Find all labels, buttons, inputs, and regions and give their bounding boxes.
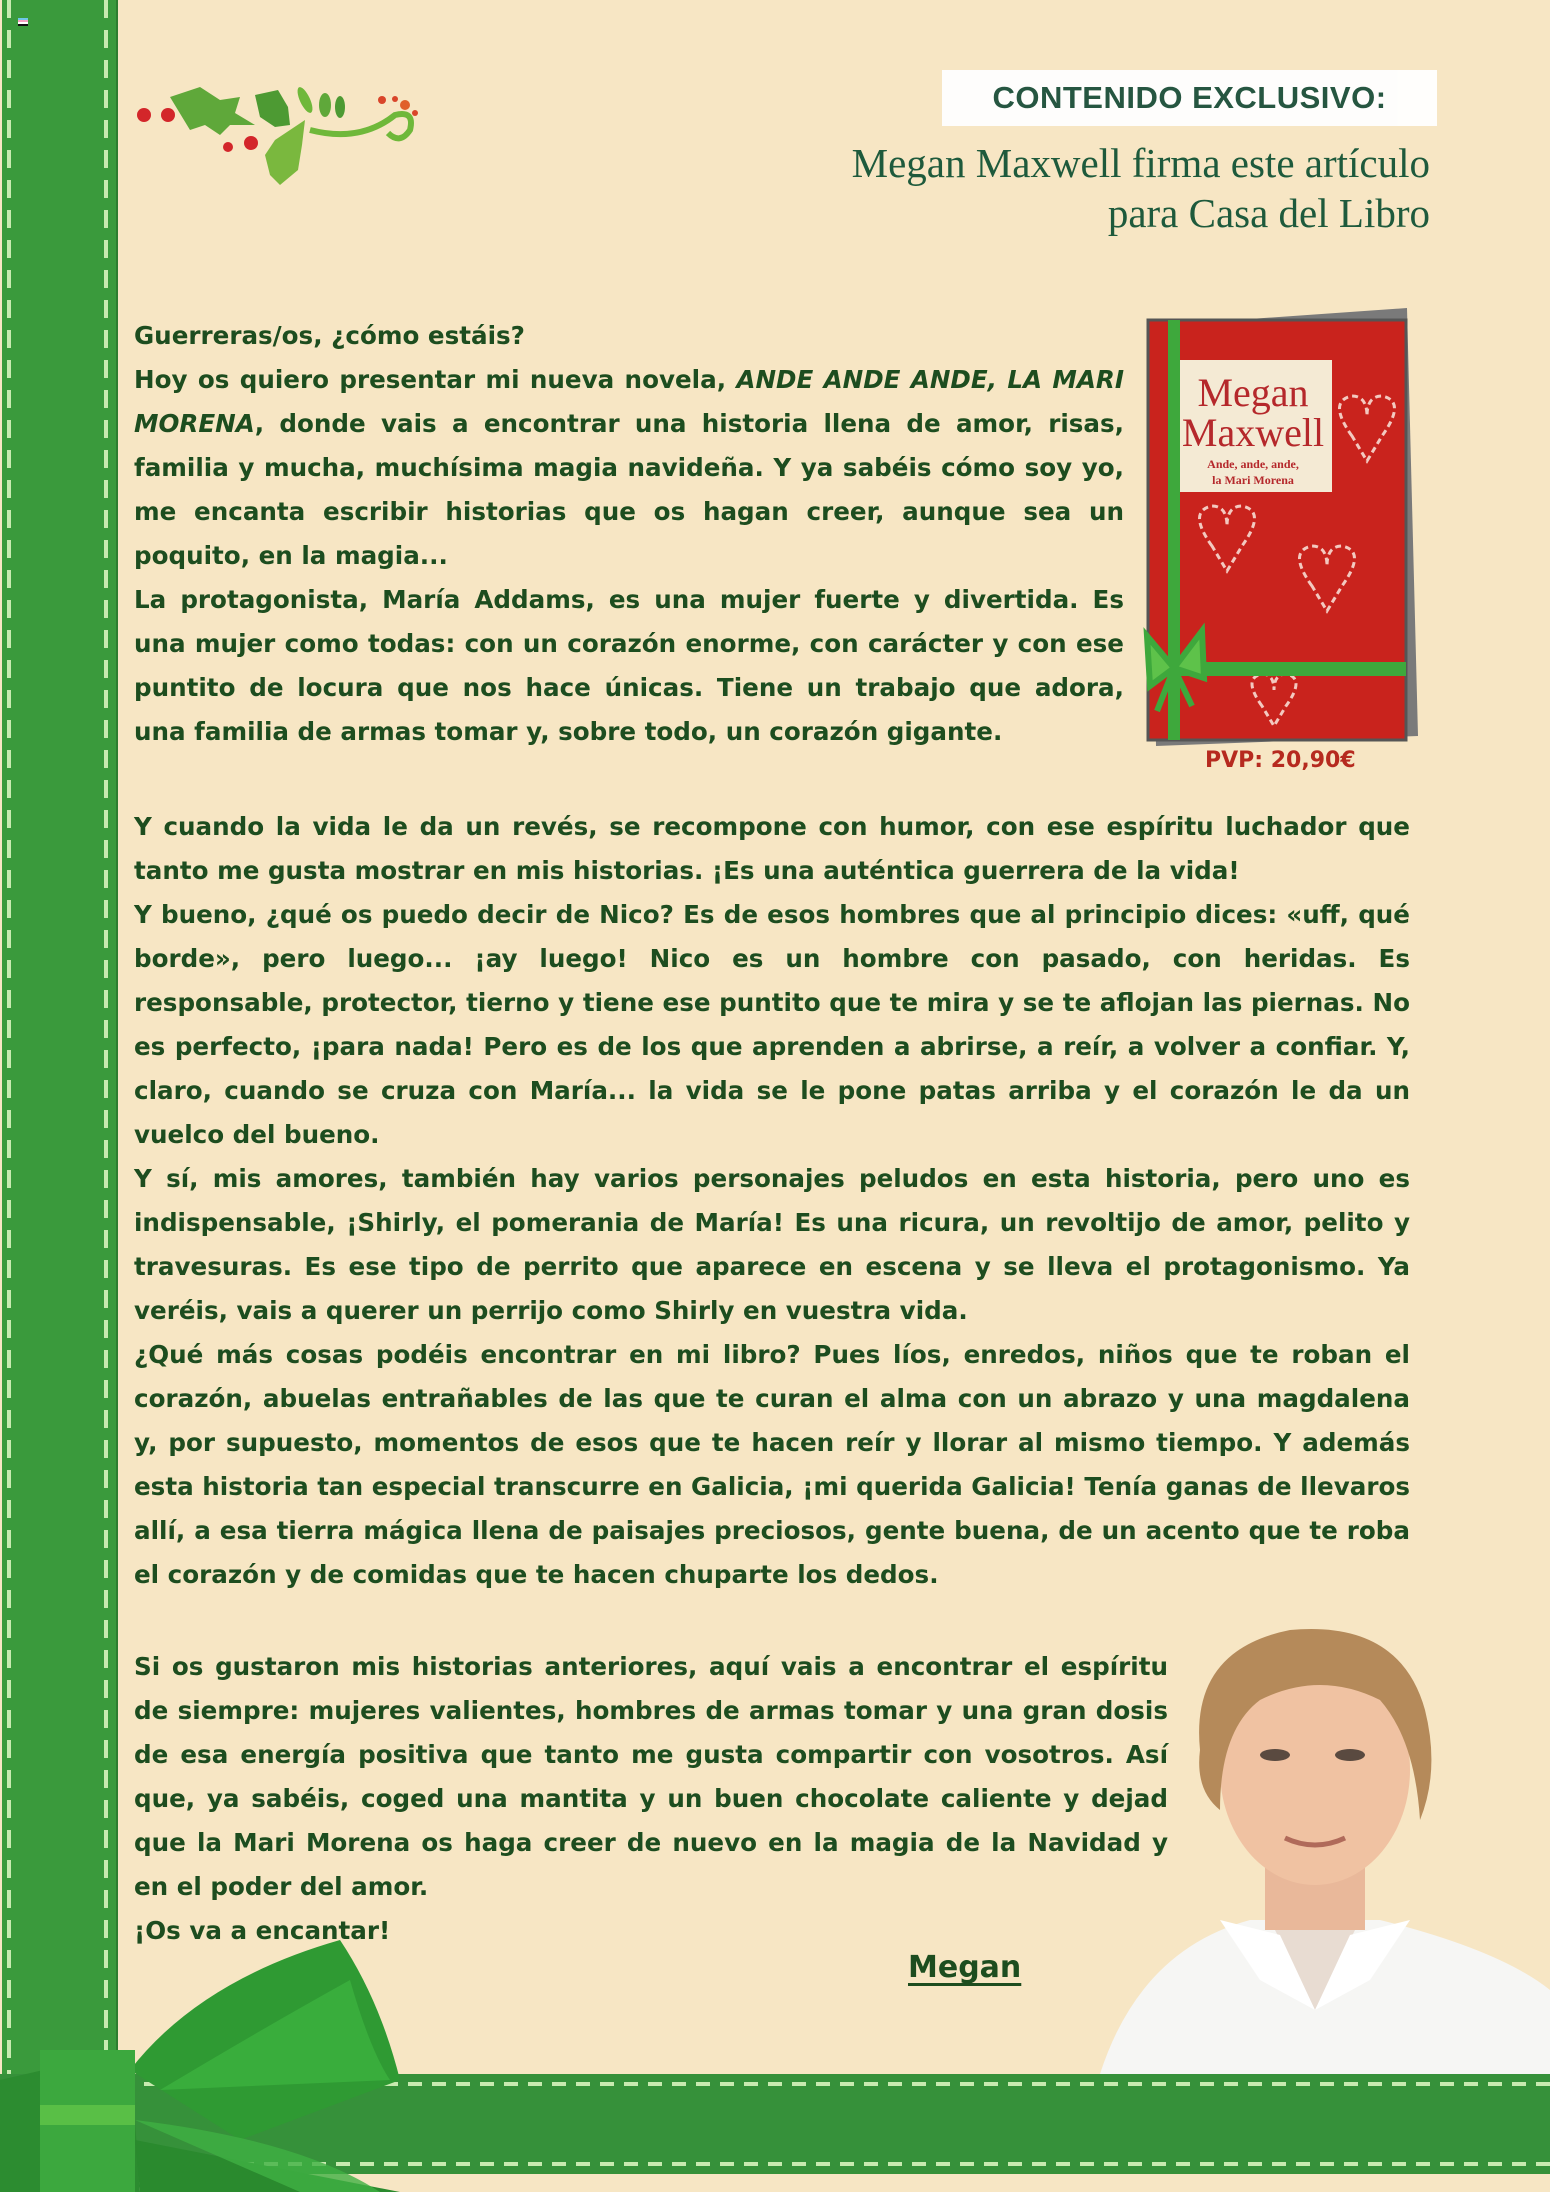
svg-text:Maxwell: Maxwell <box>1181 410 1325 455</box>
paragraph-nico: Y bueno, ¿qué os puedo decir de Nico? Es de esos hombres que al principio dices: «uff, qué borde», pero luego... ¡ay luego! Nico es un hombre con pasado, con heridas. Es responsable, protector, tierno y tiene ese puntito que te mira y se te aflojan las piernas. No es perfecto, ¡para nada! Pero es de los que aprenden a abrirse, a reír, a volver a confiar. Y, claro, cuando se cruza con María... la vida se le pone patas arriba y el corazón le da un vuelco del bueno. <box>134 900 1410 1149</box>
book-title-inline: ANDE ANDE ANDE, LA MARI MORENA <box>134 365 1124 438</box>
stripe-flag-icon <box>18 18 28 26</box>
left-ribbon-decoration <box>2 0 116 2192</box>
subtitle-line-2: para Casa del Libro <box>1107 190 1430 236</box>
book-price: PVP: 20,90€ <box>1205 748 1356 773</box>
paragraph-closing: Si os gustaron mis historias anteriores, aquí vais a encontrar el espíritu de siempre: mujeres valientes, hombres de armas tomar y una gran dosis de esa energía positiva que tanto me gusta compartir con vosotros. Así que, ya sabéis, coged una mantita y un buen chocolate caliente y dejad que la Mari Morena os haga creer de nuevo en la magia de la Navidad y en el poder del amor. <box>134 1652 1168 1901</box>
intro-text: Hoy os quiero presentar mi nueva novela, <box>134 365 737 394</box>
article-subtitle <box>852 138 1430 238</box>
intro-text-continued: , donde vais a encontrar una historia llena de amor, risas, familia y mucha, muchísima magia navideña. Y ya sabéis cómo soy yo, me encanta escribir historias que os hagan creer, aunque sea un poquito, en la magia... <box>134 409 1124 570</box>
svg-text:la Mari Morena: la Mari Morena <box>1212 473 1294 487</box>
book-cover-image <box>1142 306 1418 748</box>
author-signature: Megan <box>908 1950 1022 1985</box>
article-column-bottom <box>134 1645 1168 1953</box>
subtitle-line-1: Megan Maxwell firma este artículo <box>851 140 1430 186</box>
paragraph-galicia: ¿Qué más cosas podéis encontrar en mi libro? Pues líos, enredos, niños que te roban el corazón, abuelas entrañables de las que te curan el alma con un abrazo y una magdalena y, por supuesto, momentos de esos que te hacen reír y llorar al mismo tiempo. Y además esta historia tan especial transcurre en Galicia, ¡mi querida Galicia! Tenía ganas de llevaros allí, a esa tierra mágica llena de paisajes preciosos, gente buena, de un acento que te roba el corazón y de comidas que te hacen chuparte los dedos. <box>134 1340 1410 1589</box>
exclusive-content-label: CONTENIDO EXCLUSIVO: <box>992 80 1387 115</box>
svg-text:Megan: Megan <box>1197 370 1309 415</box>
greeting: Guerreras/os, ¿cómo estáis? <box>134 321 525 350</box>
paragraph-intro <box>134 358 1124 578</box>
holly-decoration-icon <box>130 75 430 200</box>
ribbon-edge <box>116 0 118 2192</box>
ribbon-bow-icon <box>0 1940 420 2192</box>
author-portrait-image <box>1080 1590 1550 2074</box>
exclusive-content-badge <box>942 70 1437 126</box>
article-column-top <box>134 314 1124 754</box>
svg-text:Ande, ande, ande,: Ande, ande, ande, <box>1207 457 1299 471</box>
paragraph-struggle: Y cuando la vida le da un revés, se recompone con humor, con ese espíritu luchador que tanto me gusta mostrar en mis historias. ¡Es una auténtica guerrera de la vida! <box>134 812 1410 885</box>
paragraph-shirly: Y sí, mis amores, también hay varios personajes peludos en esta historia, pero uno es indispensable, ¡Shirly, el pomerania de María! Es una ricura, un revoltijo de amor, pelito y travesuras. Es ese tipo de perrito que aparece en escena y se lleva el protagonismo. Ya veréis, vais a querer un perrijo como Shirly en vuestra vida. <box>134 1164 1410 1325</box>
article-column-middle <box>134 805 1410 1597</box>
paragraph-protagonist: La protagonista, María Addams, es una mujer fuerte y divertida. Es una mujer como todas: con un corazón enorme, con carácter y con ese puntito de locura que nos hace únicas. Tiene un trabajo que adora, una familia de armas tomar y, sobre todo, un corazón gigante. <box>134 585 1124 746</box>
closing-exclamation: ¡Os va a encantar! <box>134 1916 391 1945</box>
